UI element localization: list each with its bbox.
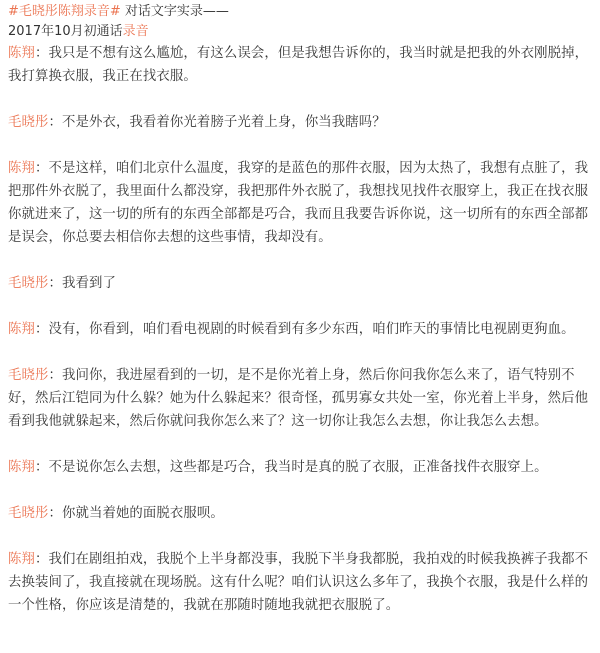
- dialogue-entry: [8, 502, 590, 525]
- dialogue-entry: [8, 111, 590, 134]
- dialogue-entry: [8, 157, 590, 249]
- speaker-name: 毛晓彤: [8, 368, 49, 383]
- speaker-name: 陈翔: [8, 460, 35, 475]
- dialogue-entry: [8, 42, 590, 88]
- speaker-separator: ：: [34, 460, 49, 475]
- speaker-separator: ：: [48, 368, 62, 383]
- speaker-name: 陈翔: [8, 322, 35, 337]
- spacer: [8, 525, 590, 548]
- dialogue-text: 不是外衣，我看着你光着膀子光着上身，你当我瞎吗？: [61, 115, 386, 130]
- spacer: [8, 295, 590, 318]
- speaker-name: 毛晓彤: [8, 506, 49, 521]
- date-text: 2017年10月初通话: [8, 24, 123, 39]
- dialogue-entry: [8, 272, 590, 295]
- dialogue-text: 我问你，我进屋看到的一切，是不是你光着上身，然后你问我你怎么来了，语气特别不好，然后江铠同为什么躲？她为什么躲起来？很奇怪，孤男寡女共处一室，你光着上半身，然后他看到我他就躲起来，然后你就问我你怎么来了？这一切你让我怎么去想，你让我怎么去想。: [8, 368, 589, 429]
- transcript-header: [8, 0, 590, 22]
- speaker-separator: ：: [34, 46, 49, 61]
- dialogue-text: 不是这样，咱们北京什么温度，我穿的是蓝色的那件衣服，因为太热了，我想有点脏了，我把那件外衣脱了，我里面什么都没穿，我把那件外衣脱了，我想找见找件衣服穿上，我正在找衣服你就进来了，这一切的所有的东西全部都是巧合，我而且我要告诉你说，这一切所有的东西全部都是误会，你总要去相信你去想的这些事情，我却没有。: [8, 161, 589, 245]
- spacer: [8, 134, 590, 157]
- dialogue-entry: [8, 318, 590, 341]
- hashtag-link[interactable]: #毛晓彤陈翔录音#: [8, 4, 121, 19]
- speaker-separator: ：: [48, 276, 62, 291]
- recording-link[interactable]: 录音: [122, 24, 149, 39]
- dialogue-text: 我只是不想有这么尴尬，有这么误会，但是我想告诉你的，我当时就是把我的外衣刚脱掉，我打算换衣服，我正在找衣服。: [8, 46, 589, 84]
- dialogue-entry: [8, 364, 590, 433]
- spacer: [8, 479, 590, 502]
- speaker-name: 陈翔: [8, 552, 35, 567]
- dialogue-entry: [8, 548, 590, 617]
- dialogue-text: 我们在剧组拍戏，我脱个上半身都没事，我脱下半身我都脱，我拍戏的时候我换裤子我都不去换装间了，我直接就在现场脱。这有什么呢？咱们认识这么多年了，我换个衣服，我是什么样的一个性格，你应该是清楚的，我就在那随时随地我就把衣服脱了。: [8, 552, 589, 613]
- speaker-name: 毛晓彤: [8, 115, 49, 130]
- dialogue-entry: [8, 456, 590, 479]
- speaker-name: 陈翔: [8, 161, 35, 176]
- spacer: [8, 433, 590, 456]
- dialogue-text: 没有，你看到，咱们看电视剧的时候看到有多少东西，咱们昨天的事情比电视剧更狗血。: [48, 322, 575, 337]
- speaker-name: 陈翔: [8, 46, 35, 61]
- speaker-separator: ：: [34, 322, 49, 337]
- speaker-name: 毛晓彤: [8, 276, 49, 291]
- dialogue-text: 不是说你怎么去想，这些都是巧合，我当时是真的脱了衣服，正准备找件衣服穿上。: [48, 460, 548, 475]
- spacer: [8, 88, 590, 111]
- spacer: [8, 341, 590, 364]
- date-line: [8, 22, 590, 42]
- dialogue-text: 我看到了: [61, 276, 116, 291]
- speaker-separator: ：: [34, 552, 49, 567]
- speaker-separator: ：: [48, 115, 62, 130]
- speaker-separator: ：: [48, 506, 62, 521]
- dialogue-text: 你就当着她的面脱衣服呗。: [61, 506, 224, 521]
- header-title: 对话文字实录——: [120, 4, 229, 19]
- spacer: [8, 249, 590, 272]
- speaker-separator: ：: [34, 161, 49, 176]
